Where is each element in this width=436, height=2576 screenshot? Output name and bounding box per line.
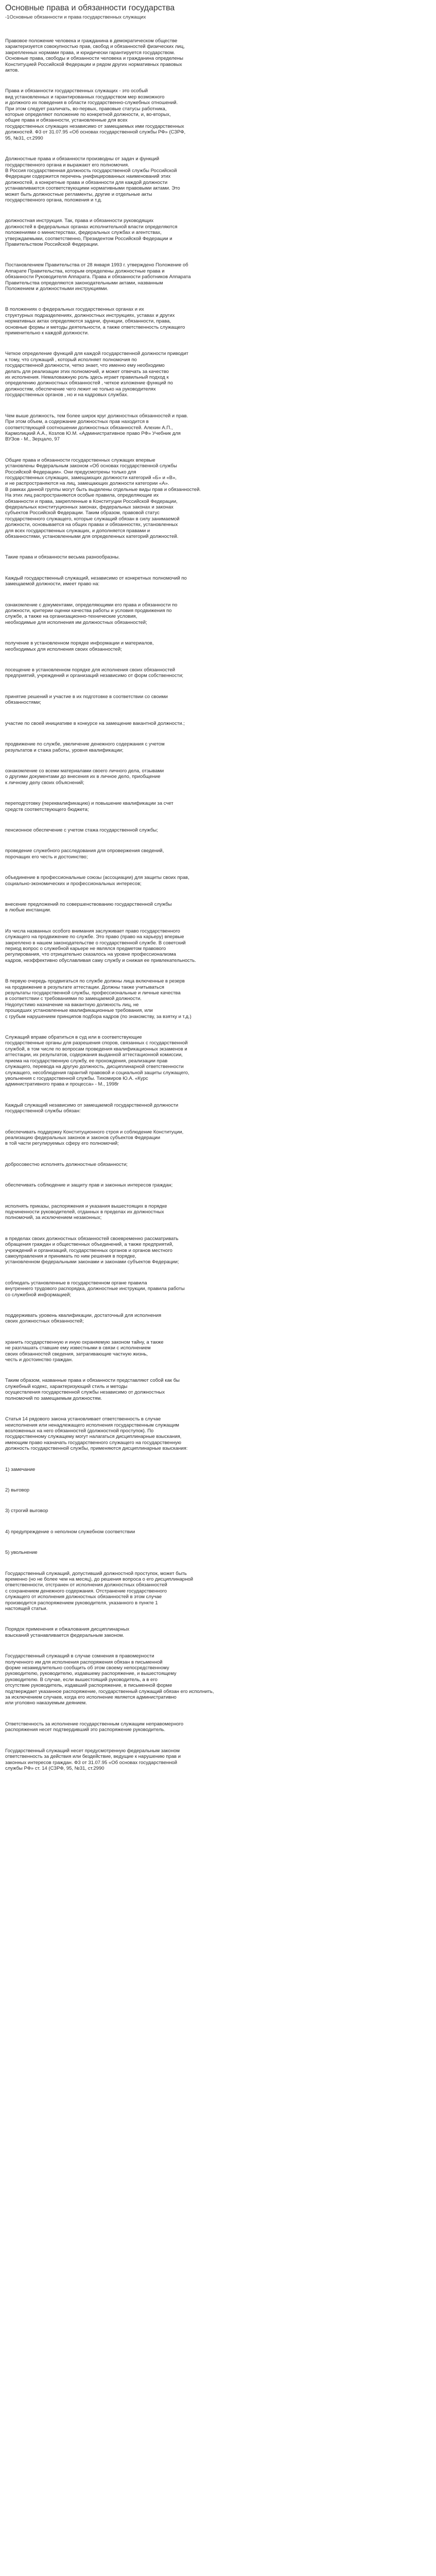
paragraph: обеспечивать поддержку Конституционного строя и соблюдение Конституции, реализацию федеральных законов и законов субъектов Федерации в той части регулируемых сферу его полномочий;	[5, 1129, 184, 1147]
paragraph: Постановлением Правительства от 28 января 1993 г. утверждено Положение об Аппарате Правительства, которым определены должностные права и обязанности Руководителя Аппарата. Права и обязанности работников Аппарата Правительства определяются законодательными актами, названным Положением и должностными инструкциями.	[5, 262, 191, 292]
paragraph: Из числа названных особого внимания заслуживает право государственного служащего на продвижение по службе. Это право (право на карьеру) впервые закреплено в нашем законодательстве о государственной службе. В советский период вопрос о служебной карьере не являлся предметом правового регулирования, что отрицательно сказалось на уровне профессионализма кадров, неэффективно обуславливая саму службу и снижая ее привлекательность.	[5, 928, 196, 963]
paragraph: проведение служебного расследования для опровержения сведений, порочащих его честь и достоинство;	[5, 848, 164, 860]
paragraph: Государственный служащий в случае сомнения в правомерности полученного им для исполнения распоряжения обязан в письменной форме незамедлительно сообщить об этом своему непосредственному руководителю, руководителю, издавшему распоряжение, и вышестоящему руководителю. В случае, если вышестоящий руководитель, а в его отсутствие руководитель, издавший распоряжение, в письменной форме подтверждает указанное распоряжение, государственный служащий обязан его исполнить, за исключением случаев, когда его исполнение является административно или уголовно наказуемым деянием.	[5, 1653, 214, 1706]
paragraph: Государственный служащий, допустивший должностной проступок, может быть временно (но не более чем на месяц), до решения вопроса о его дисциплинарной ответственности, отстранен от исполнения должностных обязанностей с сохранением денежного содержания. Отстранение государственного служащего от исполнения должностных обязанностей в этом случае производится распоряжением руководителя, указанного в пункте 1 настоящей статьи.	[5, 1570, 194, 1612]
paragraph: Четкое определение функций для каждой государственной должности приводит к тому, что служащий , который исполняет полномочия по государственной должности, четко знает, что именно ему необходимо делать для реализации этих полномочий, и может отвечать за качество их исполнения. Немаловажную роль здесь играет правильный подход к определению должностных обязанностей , четкое изложение функций по должностям, обеспечение чего лежит не только на руководителях государственных органов , но и на кадровых службах.	[5, 351, 188, 398]
paragraph: Ответственность за исполнение государственным служащим неправомерного распоряжения несет подтвердивший это распоряжение руководитель.	[5, 1721, 184, 1733]
paragraph: обеспечивать соблюдение и защиту прав и законных интересов граждан;	[5, 1182, 173, 1189]
paragraph: ознакомление со всеми материалами своего личного дела, отзывами о другими документами до внесения их в личное дело, приобщение к личному делу своих объяснений;	[5, 768, 164, 786]
paragraph: хранить государственную и иную охраняемую законом тайну, а также не разглашать ставшие ему известными в связи с исполнением своих обязанностей сведения, затрагивающие частную жизнь, честь и достоинство граждан.	[5, 1339, 164, 1363]
paragraph: добросовестно исполнять должностные обязанности;	[5, 1161, 128, 1167]
paragraph: Права и обязанности государственных служащих - это особый вид установленных и гарантированных государством мер возможного и должного их поведения в области государственно-служебных отношений. При этом следует различать, во-первых, правовые статусы работника, которые определяют положение по конкретной должности, и, во-вторых, общие права и обязанности, установленные для всех государственных служащих независимо от замещаемых ими государственных должностей. Ф3 от 31.07.95 «Об основах государственной службы РФ» (СЗРФ, 95, №31, ст.2990	[5, 88, 186, 141]
paragraph: Статья 14 рядового закона установливает ответственность в случае неисполнения или ненадлежащего исполнения государственным служащим возложенных на него обязанностей (должностной проступок). По государственному служащему могут налагаться дисциплинарные взыскания, имеющим право назначать государственного служащего на государственную должность государственной службы, применяются дисциплинарные взыскания:	[5, 1416, 188, 1452]
paragraph: соблюдать установленные в государственном органе правила внутреннего трудового распорядка, должностные инструкции, правила работы со служебной информацией;	[5, 1280, 185, 1298]
paragraph: Должностные права и обязанности производны от задач и функций государственного органа и выражают его полномочия. В Россия государственная должность государственной службы Российской Федерации содержится перечень унифицированных наименований этих должностей, а конкретные права и обязанности для каждой должности устанавливаются соответствующими нормативными правовыми актами. Это может быть должностные регламенты, другие и отдельные акты государственного органа, положения и т.д.	[5, 156, 180, 203]
paragraph: получение в установленном порядке информации и материалов, необходимых для исполнения своих обязанностей;	[5, 640, 154, 652]
paragraph: ознакомление с документами, определяющими его права и обязанности по должности, критерии оценки качества работы и условия продвижения по службе, а также на организационно-технические условия, необходимые для исполнения им должностных обязанностей;	[5, 602, 178, 625]
paragraph: 1) замечание	[5, 1466, 36, 1472]
paragraph: Общие права и обязанности государственных служащих впервые установлены Федеральным законом «Об основах государственной службы Российской Федерации». Они предусмотрены только для государственных служащих, замещающих должности категорий «Б» и «В», и не распространяются на лиц, замещающих должности категории «А». В рамках данной группы могут быть выделены отдельные виды прав и обязанностей. На этих лиц распространяются особые правила, определяющие их обязанности и права, закрепленные в Конституции Российской Федерации, федеральных конституционных законах, федеральных законах и законах субъектов Российской Федерации. Таким образом, правовой статус государственного служащего, которые служащий обязан в силу занимаемой должности, основывается на общих правах и обязанностях, установленных для всех государственных служащих, и дополняется правами и обязанностями, установленными для определенных категорий должностей.	[5, 457, 201, 539]
paragraph: В положениях о федеральных государственных органах и их структурных подразделениях, должностных инструкциях, уставах и других нормативных актах определяются задачи, функции, обязанности, права, основные формы и методы деятельности, а также ответственность служащего применительно к каждой должности.	[5, 307, 185, 336]
paragraph: переподготовку (переквалификацию) и повышение квалификации за счет средств соответствующего бюджета;	[5, 801, 173, 812]
page-subtitle: -1Основные обязанности и права государственных служащих	[5, 14, 146, 20]
paragraph: Порядок применения и обжалования дисциплинарных взысканий устанавливается федеральным законом.	[5, 1626, 130, 1638]
paragraph: принятие решений и участие в их подготовке в соответствии со своими обязанностями;	[5, 693, 168, 706]
paragraph: посещение в установленном порядке для исполнения своих обязанностей предприятий, учреждений и организаций независимо от форм собственности;	[5, 667, 184, 679]
paragraph: Государственный служащий несет предусмотренную федеральным законом ответственность за действия или бездействие, ведущие к нарушению прав и законных интересов граждан. Ф3 от 31.07.95 «Об основах государственной службы РФ» ст. 14 (СЗРФ, 95, №31, ст.2990	[5, 1748, 181, 1771]
page-title: Основные права и обязанности государства	[5, 4, 175, 12]
paragraph: внесение предложений по совершенствованию государственной службы в любые инстанции.	[5, 901, 172, 913]
paragraph: должностная инструкция. Так, права и обязанности руководящих должностей в федеральных органах исполнительной власти определяются положениями о министерствах, федеральных службах и агентствах, утверждаемыми, соответственно, Президентом Российской Федерации и Правительством Российской Федерации.	[5, 218, 178, 247]
paragraph: Каждый государственный служащий, независимо от конкретных полномочий по замещаемой должности, имеет право на:	[5, 575, 187, 587]
paragraph: Такие права и обязанности весьма разнообразны.	[5, 554, 120, 561]
paragraph: В первую очередь продвигаться по службе должны лица включенные в резерв на продвижение в результате аттестации. Должны также учитываться результаты государственной службы, профессиональные и личные качества в соответствии с требованиями по замещаемой должности. Недопустимо назначение на вакантную должность лиц, не прошедших установленные квалификационные требования, или с грубым нарушением принципов подбора кадров (по знакомству, за взятку и т.д.)	[5, 978, 191, 1020]
paragraph: поддерживать уровень квалификации, достаточный для исполнения своих должностных обязанностей;	[5, 1313, 162, 1325]
paragraph: участие по своей инициативе в конкурсе на замещение вакантной должности.;	[5, 720, 185, 726]
paragraph: объединение в профессиональные союзы (ассоциации) для защиты своих прав, социально-экономических и профессиональных интересов;	[5, 875, 189, 887]
paragraph: Правовое положение человека и гражданина в демократическом обществе характеризуется совокупностью прав, свобод и обязанностей физических лиц, закрепленных нормами права, и юридически гарантируется государством. Основные права, свободы и обязанности человека и гражданина определены Конституцией Российской Федерации и рядом других нормативных правовых актов.	[5, 38, 185, 74]
paragraph: 2) выговор	[5, 1487, 30, 1493]
paragraph: в пределах своих должностных обязанностей своевременно рассматривать обращения граждан и общественных объединений, а также предприятий, учреждений и организаций, государственных органов и органов местного самоуправления и принимать по ним решения в порядке, установленном федеральными законами и законами субъектов Федерации;	[5, 1235, 179, 1265]
paragraph: исполнять приказы, распоряжения и указания вышестоящих в порядке подчиненности руководителей, отданных в пределах их должностных полномочий, за исключением незаконных;	[5, 1203, 167, 1221]
paragraph: 5) увольнение	[5, 1550, 38, 1556]
paragraph: 4) предупреждение о неполном служебном соответствии	[5, 1529, 135, 1535]
paragraph: Каждый служащий независимо от замещаемой государственной должности государственной службы обязан:	[5, 1102, 179, 1114]
paragraph: Таким образом, названные права и обязанности представляют собой как бы служебный кодекс, характеризующий стиль и методы осуществления государственной службы независимо от должностных полномочий по замещаемым должностям.	[5, 1378, 180, 1401]
document-body	[5, 38, 431, 1771]
paragraph: Служащий вправе обратиться в суд или в соответствующие государственные органы для разрешения споров, связанных с государственной службой, в том числе по вопросам проведения квалификационных экзаменов и аттестации, их результатов, содержания выданной аттестационной комиссии, приема на государственную службу, ее прохождения, реализации прав служащего, перевода на другую должность, дисциплинарной ответственности служащего, несоблюдения гарантий правовой и социальной защиты служащего, увольнения с государственной службы. Тихомиров Ю.А. «Курс административного права и процесса» - М., 1998г	[5, 1035, 189, 1088]
paragraph: Чем выше должность, тем более широк круг должностных обязанностей и прав. При этом объем, а содержание должностных прав находится в соответствующей соотношении должностных обязанностей. Алехин А.П., Кармолицкий А.А., Козлов Ю.М. «Административное право РФ» Учебник для ВУЗов - М., Зерцало, 97	[5, 413, 188, 443]
paragraph: пенсионное обеспечение с учетом стажа государственной службы;	[5, 827, 158, 833]
paragraph: 3) строгий выговор	[5, 1508, 48, 1514]
paragraph: продвижение по службе, увеличение денежного содержания с учетом результатов и стажа работы, уровня квалификации;	[5, 741, 165, 753]
